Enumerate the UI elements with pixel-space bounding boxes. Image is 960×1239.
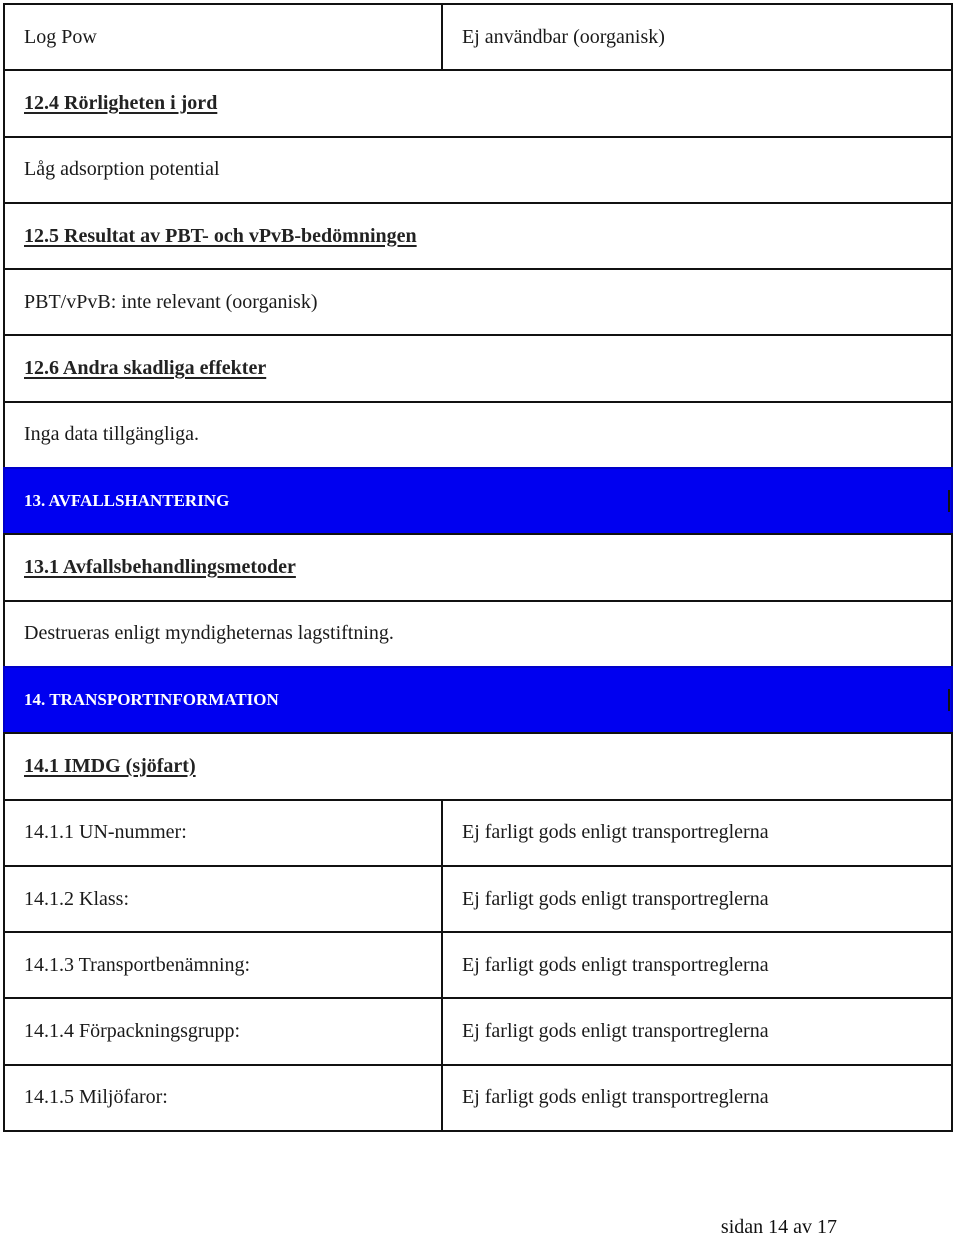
pbt-heading: 12.5 Resultat av PBT- och vPvB-bedömningen [24,224,417,247]
log-pow-label: Log Pow [5,5,443,69]
section-13-end-mark [948,490,950,512]
un-number-value: Ej farligt gods enligt transportreglerna [462,821,769,844]
imdg-heading: 14.1 IMDG (sjöfart) [24,754,196,777]
log-pow-row [3,3,953,71]
mobility-text: Låg adsorption potential [24,158,220,181]
section-14-end-mark [948,689,950,711]
page-number: sidan 14 av 17 [720,1216,837,1238]
un-number-label: 14.1.1 UN-nummer: [5,801,443,865]
other-effects-text: Inga data tillgängliga. [24,423,199,446]
other-effects-heading-row [3,334,953,402]
environmental-hazards-label: 14.1.5 Miljöfaror: [5,1066,443,1130]
environmental-hazards-value: Ej farligt gods enligt transportreglerna [462,1086,769,1109]
other-effects-heading: 12.6 Andra skadliga effekter [24,357,267,380]
class-label: 14.1.2 Klass: [5,867,443,931]
shipping-name-value: Ej farligt gods enligt transportreglerna [462,953,769,976]
waste-methods-heading-row [3,533,953,601]
pbt-heading-row [3,202,953,270]
mobility-text-row [3,136,953,204]
transport-item-row [3,799,953,867]
log-pow-value: Ej användbar (oorganisk) [462,25,665,48]
mobility-heading-row [3,69,953,137]
section-13-band [3,467,953,535]
transport-item-row [3,1064,953,1132]
waste-methods-text: Destrueras enligt myndigheternas lagstiftning. [24,622,394,645]
class-value: Ej farligt gods enligt transportreglerna [462,887,769,910]
transport-item-row [3,997,953,1065]
other-effects-text-row [3,401,953,469]
mobility-heading: 12.4 Rörligheten i jord [24,91,218,114]
waste-methods-heading: 13.1 Avfallsbehandlingsmetoder [24,556,296,579]
shipping-name-label: 14.1.3 Transportbenämning: [5,933,443,997]
safety-data-sheet-table [3,3,953,1132]
section-14-band [3,666,953,734]
section-14-title: 14. TRANSPORTINFORMATION [24,690,279,710]
packing-group-label: 14.1.4 Förpackningsgrupp: [5,999,443,1063]
pbt-text-row [3,268,953,336]
pbt-text: PBT/vPvB: inte relevant (oorganisk) [24,290,318,313]
transport-item-row [3,931,953,999]
imdg-heading-row [3,732,953,800]
section-13-title: 13. AVFALLSHANTERING [24,491,230,511]
packing-group-value: Ej farligt gods enligt transportreglerna [462,1020,769,1043]
transport-item-row [3,865,953,933]
waste-methods-text-row [3,600,953,668]
